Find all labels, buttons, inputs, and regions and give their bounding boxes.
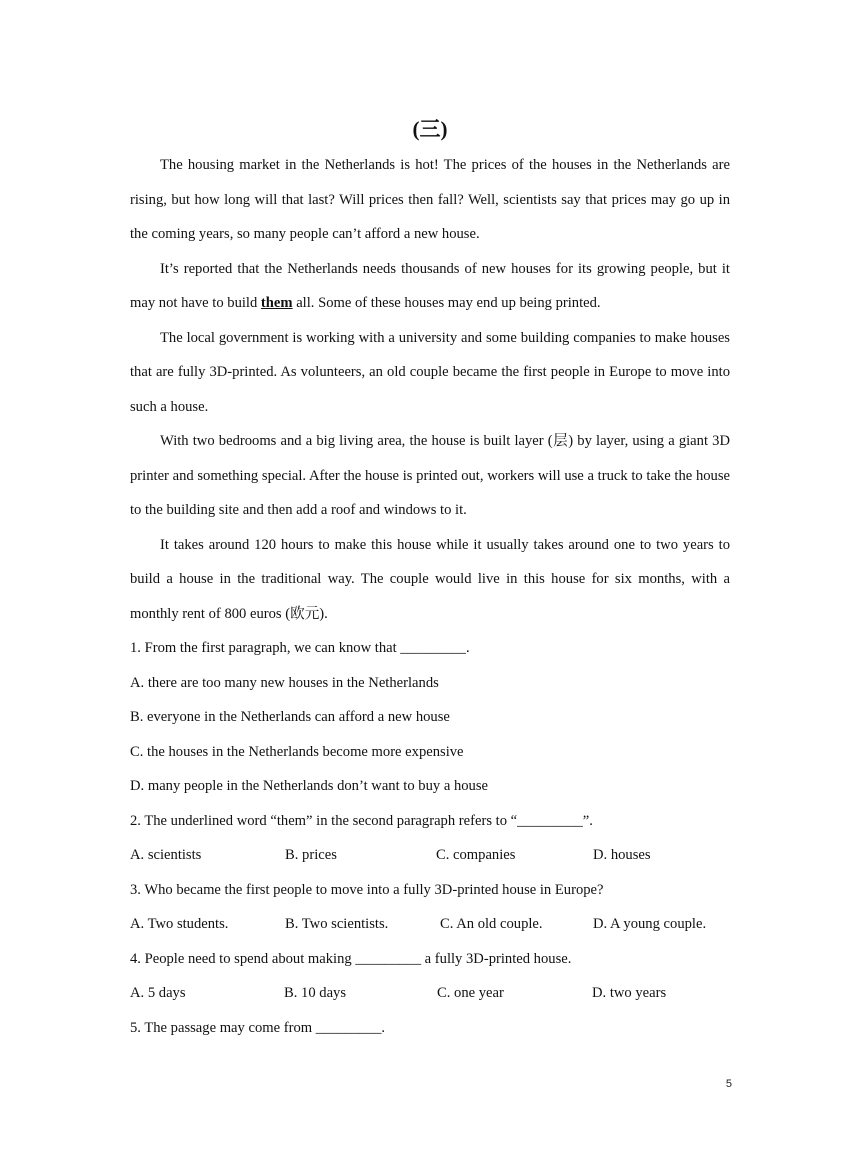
question-2-stem: 2. The underlined word “them” in the second paragraph refers to “_________”. xyxy=(130,812,593,829)
question-3 xyxy=(130,873,730,942)
question-4 xyxy=(130,942,730,1011)
question-1 xyxy=(130,631,730,804)
page-number: 5 xyxy=(725,1078,732,1090)
question-4-stem: 4. People need to spend about making _________ a fully 3D-printed house. xyxy=(130,950,572,967)
question-1-stem: 1. From the first paragraph, we can know that _________. xyxy=(130,640,470,656)
section-title: (三) xyxy=(412,117,448,141)
question-5 xyxy=(130,1011,730,1046)
question-2-options xyxy=(130,838,730,873)
passage-paragraph-1: The housing market in the Netherlands is hot! The prices of the houses in the Netherlands are rising, but how long will that last? Will prices then fall? Well, scientists say that prices may go up in the coming years, so many people can’t afford a new house. xyxy=(130,157,730,242)
passage-paragraph-5: It takes around 120 hours to make this house while it usually takes around one to two years to build a house in the traditional way. The couple would live in this house for six months, with a monthly rent of 800 euros (欧元). xyxy=(130,536,730,622)
question-1-option-a: A. there are too many new houses in the Netherlands xyxy=(130,674,439,691)
question-3-option-c: C. An old couple. xyxy=(440,916,543,932)
question-2 xyxy=(130,804,730,873)
question-5-stem: 5. The passage may come from _________. xyxy=(130,1019,386,1036)
paragraph-2-text-end: all. Some of these houses may end up being printed. xyxy=(292,295,601,311)
question-4-option-b: B. 10 days xyxy=(284,985,347,1001)
passage-paragraph-4: With two bedrooms and a big living area, the house is built layer (层) by layer, using a giant 3D printer and something special. After the house is printed out, workers will use a truck to take the house to the building site and then add a roof and windows to it. xyxy=(130,433,730,518)
passage-paragraph-2 xyxy=(130,252,730,321)
question-3-stem: 3. Who became the first people to move into a fully 3D-printed house in Europe? xyxy=(130,881,604,898)
question-2-option-b: B. prices xyxy=(285,847,337,863)
question-1-option-b: B. everyone in the Netherlands can afford a new house xyxy=(130,709,450,725)
question-3-option-b: B. Two scientists. xyxy=(285,916,389,932)
question-1-option-d: D. many people in the Netherlands don’t want to buy a house xyxy=(130,778,489,794)
question-2-option-c: C. companies xyxy=(436,847,516,863)
question-3-option-a: A. Two students. xyxy=(130,916,229,932)
question-2-option-d: D. houses xyxy=(593,847,651,863)
question-3-option-d: D. A young couple. xyxy=(593,916,707,932)
underlined-word-them: them xyxy=(260,295,293,311)
question-4-option-c: C. one year xyxy=(437,985,504,1001)
question-1-option-c: C. the houses in the Netherlands become more expensive xyxy=(130,743,464,760)
paragraph-2-text-start: It’s reported that the Netherlands needs thousands of new houses for its growing people, but it may not have to build xyxy=(130,260,730,311)
question-4-options xyxy=(130,976,730,1011)
question-2-option-a: A. scientists xyxy=(130,847,202,863)
page-content xyxy=(130,112,730,1045)
question-4-option-d: D. two years xyxy=(592,985,667,1001)
question-3-options xyxy=(130,907,730,942)
question-4-option-a: A. 5 days xyxy=(130,985,186,1001)
passage-paragraph-3: The local government is working with a university and some building companies to make houses that are fully 3D-printed. As volunteers, an old couple became the first people in Europe to move into such a house. xyxy=(130,329,730,415)
